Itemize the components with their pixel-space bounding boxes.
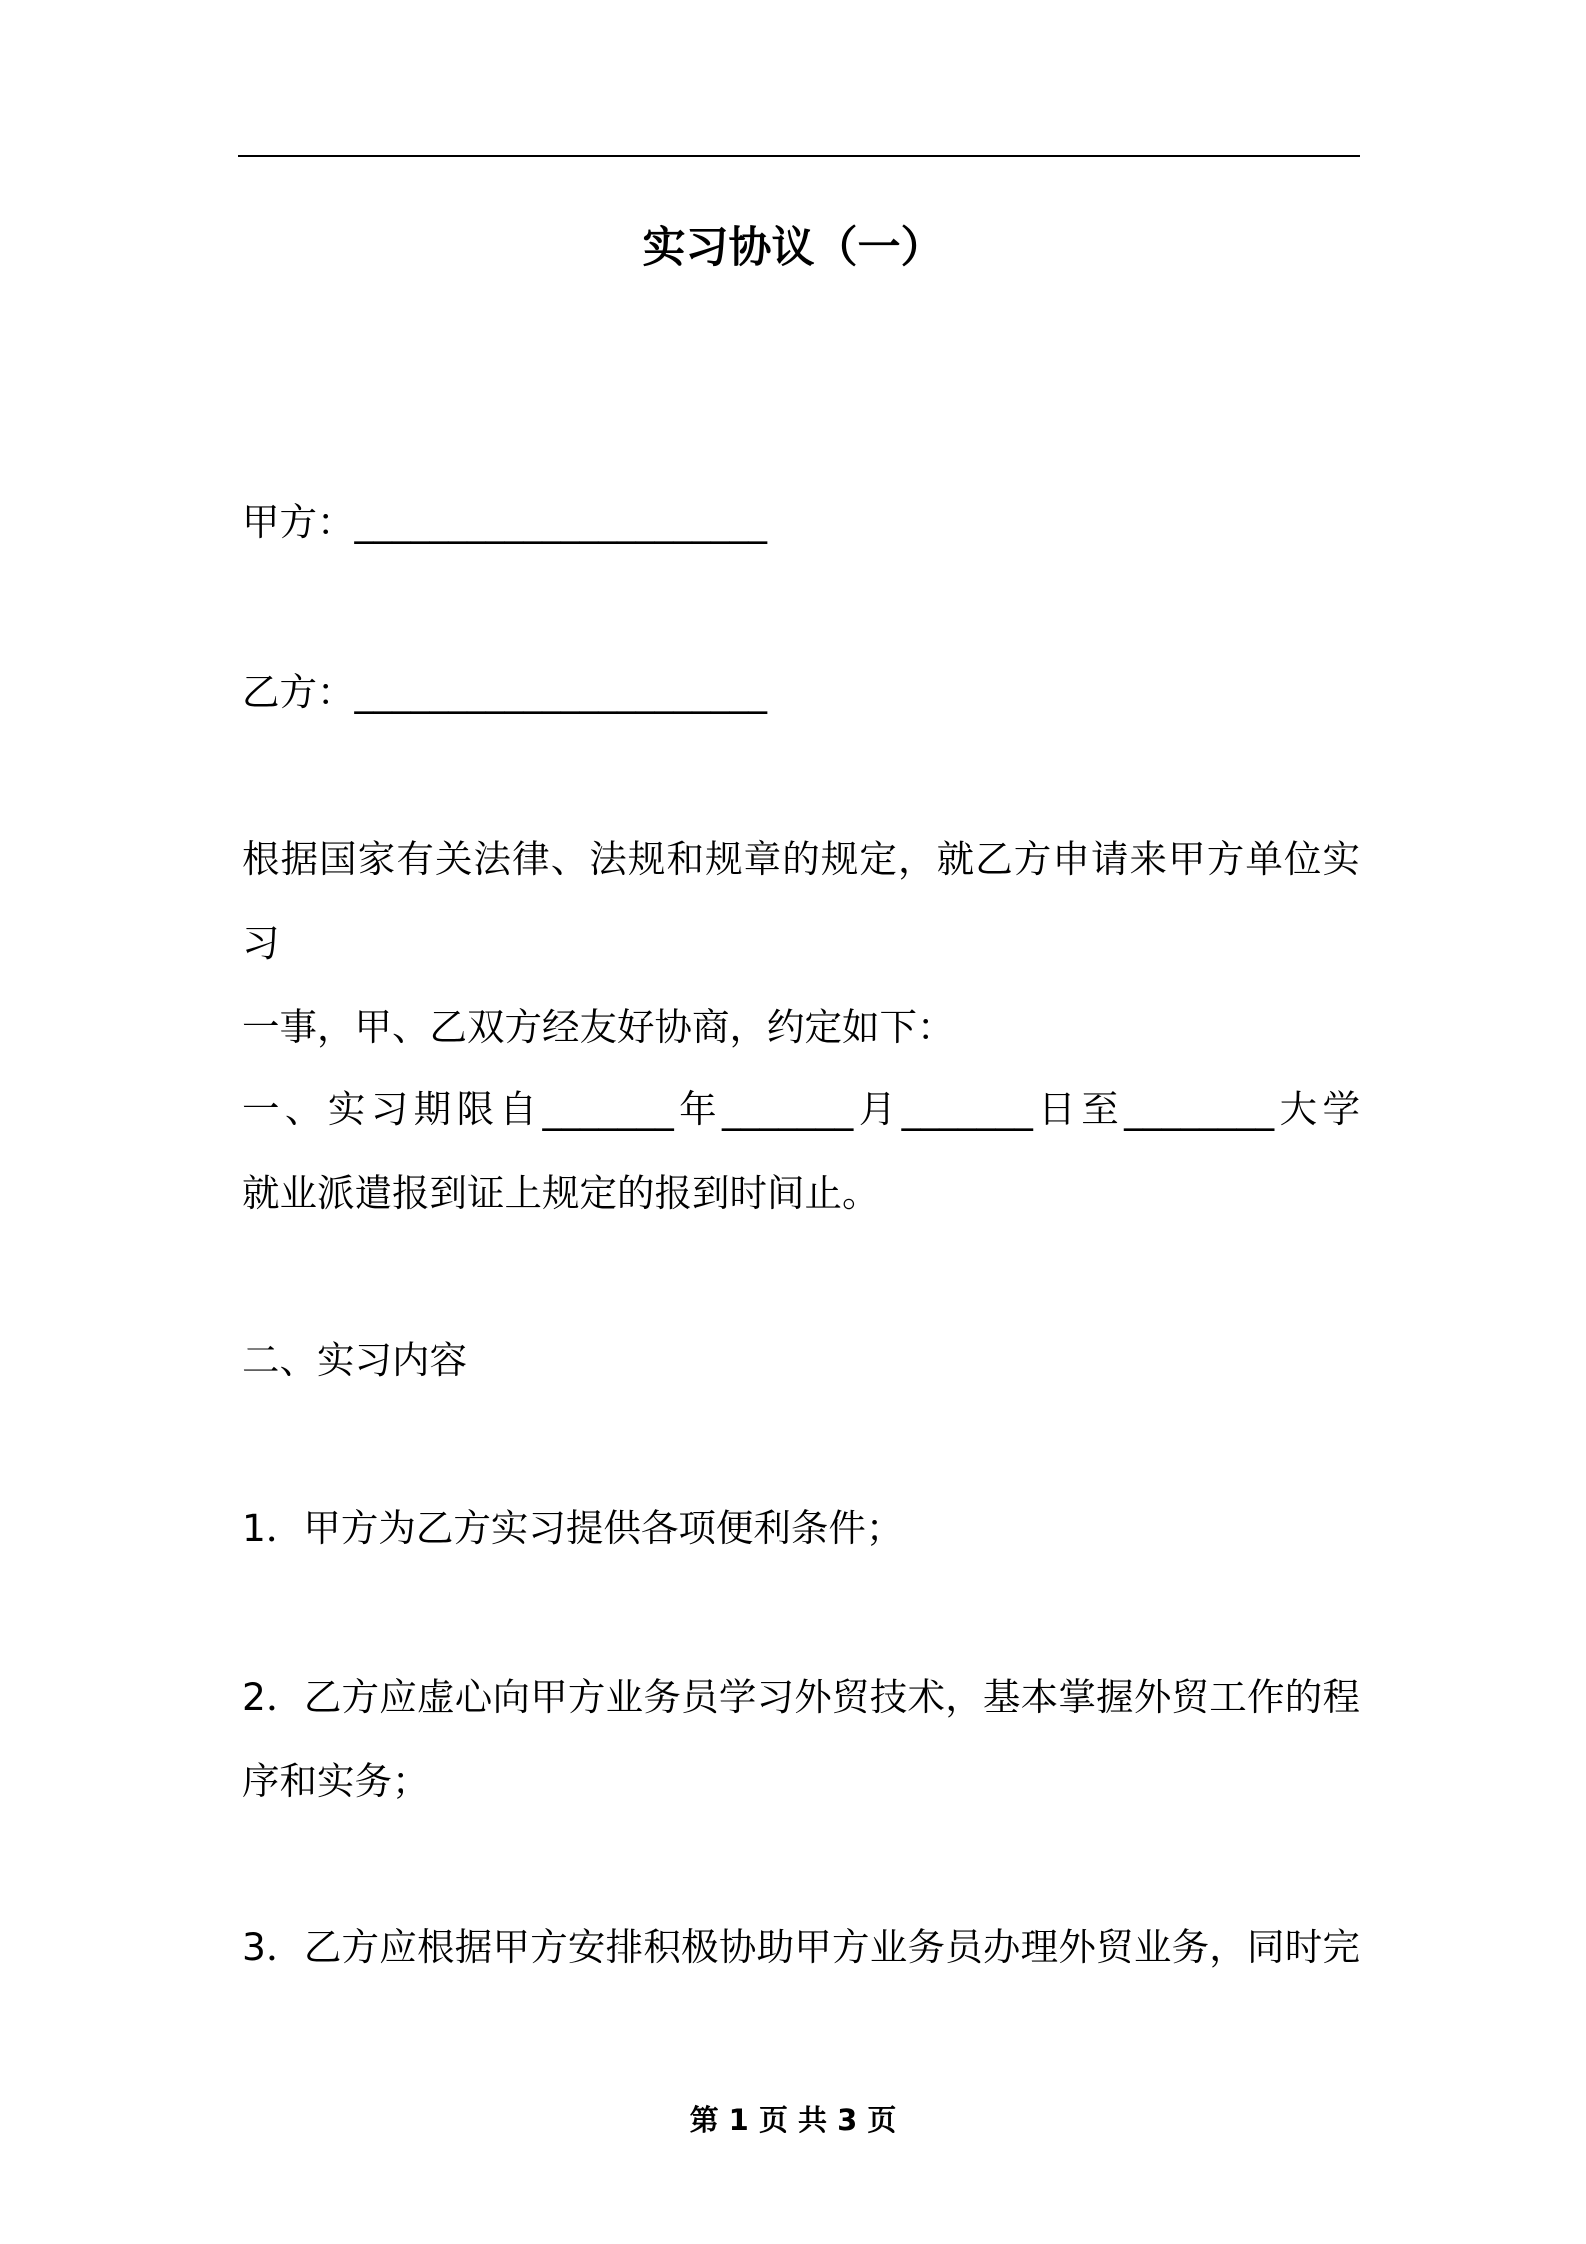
party-b-line [242,650,1360,734]
clause-1-internship-period [242,1067,1360,1235]
list-item [242,1905,1360,1989]
party-a-line [242,480,1360,564]
paragraph-line: 2．乙方应虚心向甲方业务员学习外贸技术，基本掌握外贸工作的程 [242,1675,1360,1719]
party-a-label: 甲方： [242,500,355,544]
preamble-paragraph [242,817,1360,1069]
party-a-blank: ______________________ [354,500,767,544]
paragraph-line: 序和实务； [242,1759,430,1803]
list-item [242,1486,1360,1570]
paragraph-line: 根据国家有关法律、法规和规章的规定，就乙方申请来甲方单位实习 [242,837,1360,965]
party-b-blank: ______________________ [354,670,767,714]
paragraph-line: 一、实习期限自_______年_______月_______日至________大学 [242,1087,1360,1131]
page-footer: 第 1 页 共 3 页 [689,2103,897,2137]
section-2-heading [242,1318,1360,1402]
header-rule [238,155,1360,157]
document-title: 实习协议（一） [642,223,944,273]
party-b-label: 乙方： [242,670,355,714]
paragraph-line: 3．乙方应根据甲方安排积极协助甲方业务员办理外贸业务，同时完 [242,1925,1360,1969]
paragraph-line: 就业派遣报到证上规定的报到时间止。 [242,1171,880,1215]
paragraph-line: 1．甲方为乙方实习提供各项便利条件； [242,1506,904,1550]
section-heading-text: 二、实习内容 [242,1338,467,1382]
list-item [242,1655,1360,1823]
paragraph-line: 一事，甲、乙双方经友好协商，约定如下： [242,1005,955,1049]
section-2-internship-content [242,1318,1360,1989]
